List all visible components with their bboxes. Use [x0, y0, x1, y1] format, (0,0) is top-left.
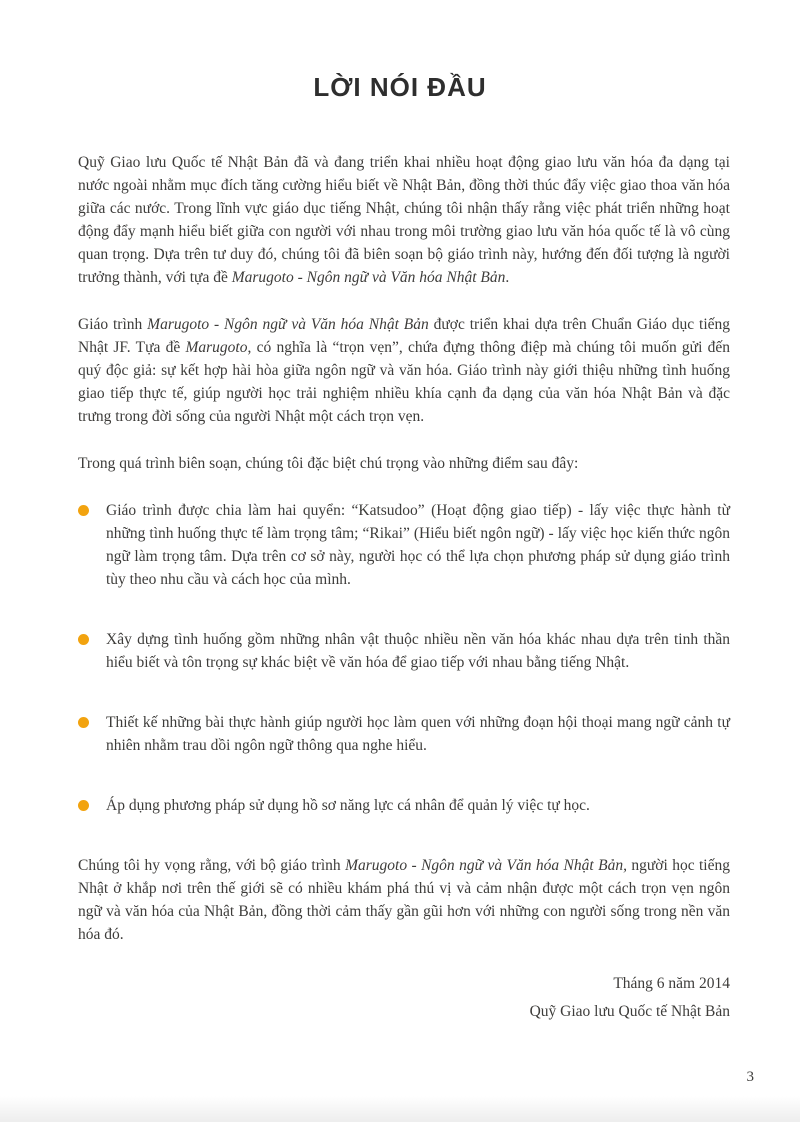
signature-block: [78, 970, 730, 1026]
closing-paragraph: Chúng tôi hy vọng rằng, với bộ giáo trình Marugoto - Ngôn ngữ và Văn hóa Nhật Bản, người học tiếng Nhật ở khắp nơi trên thế giới sẽ có nhiều khám phá thú vị và cảm nhận được một cách trọn vẹn ngôn ngữ và văn hóa của Nhật Bản, đồng thời cảm thấy gần gũi hơn với những con người sống trong nền văn hóa đó.: [78, 857, 730, 943]
date-line: Tháng 6 năm 2014: [613, 975, 730, 992]
bullet-item: [78, 499, 730, 615]
bullet-dot-icon: [78, 800, 89, 811]
signature-line: Quỹ Giao lưu Quốc tế Nhật Bản: [529, 1003, 730, 1020]
page-title: LỜI NÓI ĐẦU: [313, 72, 487, 102]
bullet-dot-icon: [78, 505, 89, 516]
bullet-list: [78, 499, 730, 841]
page-number: 3: [746, 1069, 754, 1085]
bullet-text: Áp dụng phương pháp sử dụng hồ sơ năng lực cá nhân để quản lý việc tự học.: [106, 797, 590, 814]
bullet-dot-icon: [78, 634, 89, 645]
bullet-item: [78, 628, 730, 698]
bullet-dot-icon: [78, 717, 89, 728]
bullet-text: Thiết kế những bài thực hành giúp người học làm quen với những đoạn hội thoại mang ngữ cảnh tự nhiên nhằm trau dồi ngôn ngữ thông qua nghe hiểu.: [106, 714, 730, 754]
bullet-text: Xây dựng tình huống gồm những nhân vật thuộc nhiều nền văn hóa khác nhau dựa trên tinh thần hiểu biết và tôn trọng sự khác biệt về văn hóa để giao tiếp với nhau bằng tiếng Nhật.: [106, 631, 730, 671]
bullet-item: [78, 711, 730, 781]
intro-paragraph-2: Giáo trình Marugoto - Ngôn ngữ và Văn hóa Nhật Bản được triển khai dựa trên Chuẩn Giáo dục tiếng Nhật JF. Tựa đề Marugoto, có nghĩa là “trọn vẹn”, chứa đựng thông điệp mà chúng tôi muốn gửi đến quý độc giả: sự kết hợp hài hòa giữa ngôn ngữ và văn hóa. Giáo trình này giới thiệu những tình huống giao tiếp thực tế, giúp người học trải nghiệm nhiều khía cạnh đa dạng của văn hóa Nhật Bản và đặc trưng trong đời sống của người Nhật một cách trọn vẹn.: [78, 316, 731, 425]
bullet-text: Giáo trình được chia làm hai quyển: “Katsudoo” (Hoạt động giao tiếp) - lấy việc thực hành từ những tình huống thực tế làm trọng tâm; “Rikai” (Hiểu biết ngôn ngữ) - lấy việc học kiến thức ngôn ngữ làm trọng tâm. Dựa trên cơ sở này, người học có thể lựa chọn phương pháp sử dụng giáo trình tùy theo nhu cầu và cách học của mình.: [106, 502, 730, 588]
document-body: [78, 151, 730, 1026]
bullet-item: [78, 794, 730, 841]
points-intro: Trong quá trình biên soạn, chúng tôi đặc biệt chú trọng vào những điểm sau đây:: [78, 455, 579, 472]
intro-paragraph-1: Quỹ Giao lưu Quốc tế Nhật Bản đã và đang triển khai nhiều hoạt động giao lưu văn hóa đa dạng tại nước ngoài nhằm mục đích tăng cường hiểu biết về Nhật Bản, đồng thời thúc đẩy việc giao thoa văn hóa giữa các nước. Trong lĩnh vực giáo dục tiếng Nhật, chúng tôi nhận thấy rằng việc phát triển những hoạt động đẩy mạnh hiểu biết giữa con người với nhau trong môi trường giao lưu văn hóa quốc tế là vô cùng quan trọng. Dựa trên tư duy đó, chúng tôi đã biên soạn bộ giáo trình này, hướng đến đối tượng là người trưởng thành, với tựa đề Marugoto - Ngôn ngữ và Văn hóa Nhật Bản.: [78, 154, 730, 286]
